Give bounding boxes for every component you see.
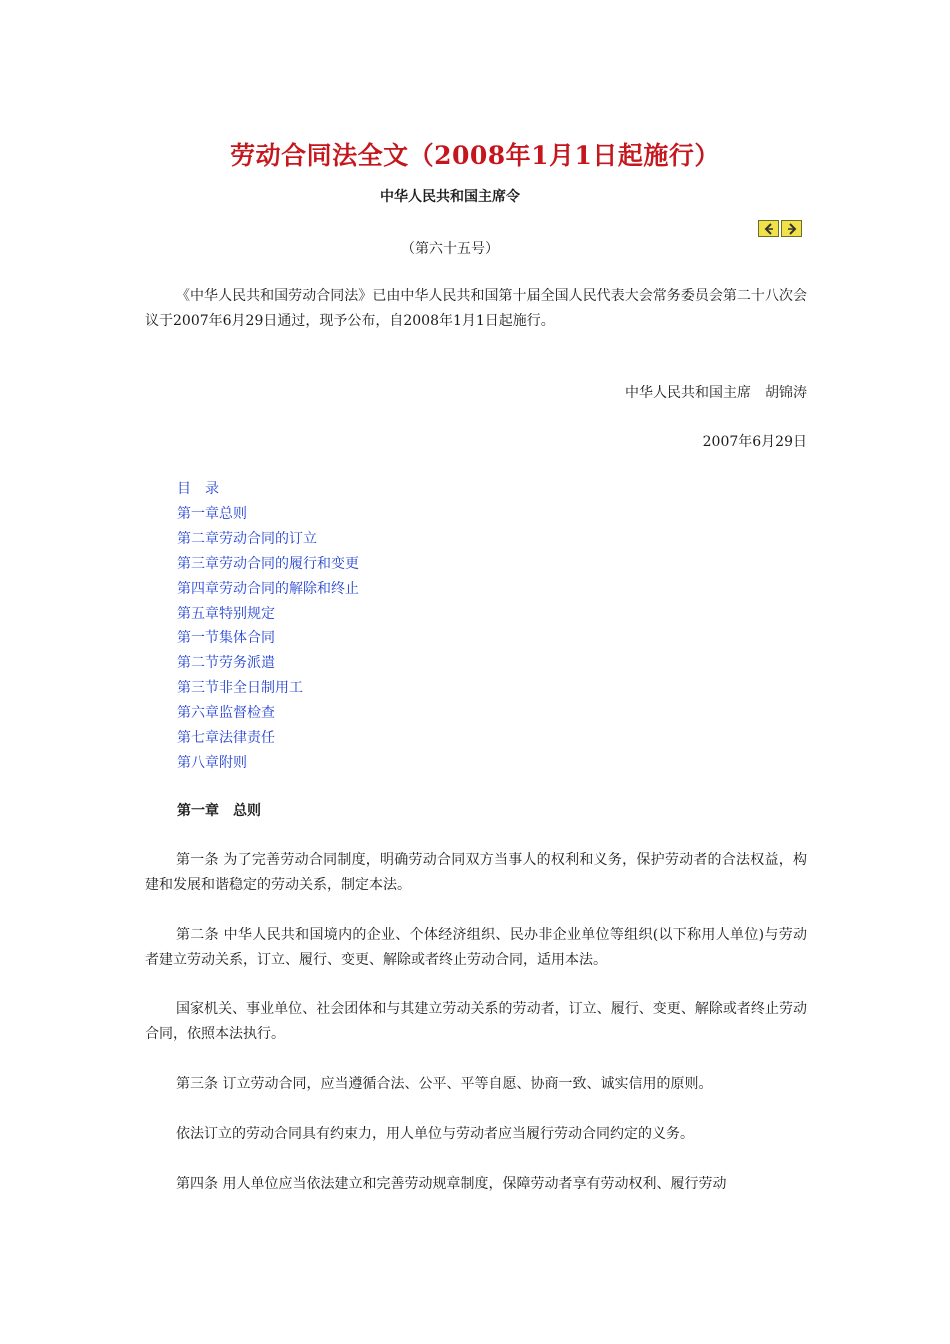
document-subtitle: 中华人民共和国主席令 [380, 189, 520, 205]
signing-date: 2007年6月29日 [702, 434, 807, 450]
article-1: 第一条 为了完善劳动合同制度，明确劳动合同双方当事人的权利和义务，保护劳动者的合法权益，构建和发展和谐稳定的劳动关系，制定本法。 [145, 852, 807, 893]
article-4: 第四条 用人单位应当依法建立和完善劳动规章制度，保障劳动者享有劳动权利、履行劳动 [176, 1176, 727, 1192]
intro-paragraph: 《中华人民共和国劳动合同法》已由中华人民共和国第十届全国人民代表大会常务委员会第二十八次会议于2007年6月29日通过，现予公布，自2008年1月1日起施行。 [145, 288, 807, 329]
article-2: 第二条 中华人民共和国境内的企业、个体经济组织、民办非企业单位等组织(以下称用人单位)与劳动者建立劳动关系，订立、履行、变更、解除或者终止劳动合同，适用本法。 [145, 927, 807, 968]
document-title: 劳动合同法全文（2008年1月1日起施行） [230, 141, 720, 170]
article-2-paragraph-2: 国家机关、事业单位、社会团体和与其建立劳动关系的劳动者，订立、履行、变更、解除或者终止劳动合同，依照本法执行。 [145, 1001, 807, 1042]
toc-link-chapter-6[interactable]: 第六章监督检查 [177, 705, 275, 722]
toc-link-section-2[interactable]: 第二节劳务派遣 [177, 655, 275, 672]
previous-page-icon[interactable] [758, 220, 779, 237]
order-number: （第六十五号） [401, 241, 499, 257]
article-3-paragraph-2: 依法订立的劳动合同具有约束力，用人单位与劳动者应当履行劳动合同约定的义务。 [176, 1126, 694, 1142]
toc-link-chapter-7[interactable]: 第七章法律责任 [177, 730, 275, 747]
toc-link-chapter-4[interactable]: 第四章劳动合同的解除和终止 [177, 580, 359, 597]
table-of-contents [177, 477, 359, 776]
toc-link-section-3[interactable]: 第三节非全日制用工 [177, 680, 303, 697]
toc-link-chapter-8[interactable]: 第八章附则 [177, 754, 247, 771]
toc-link-chapter-1[interactable]: 第一章总则 [177, 505, 247, 522]
toc-link-chapter-2[interactable]: 第二章劳动合同的订立 [177, 530, 317, 547]
chapter-heading: 第一章 总则 [177, 803, 261, 819]
signatory: 中华人民共和国主席 胡锦涛 [625, 385, 807, 401]
next-page-icon[interactable] [781, 220, 802, 237]
toc-link-chapter-3[interactable]: 第三章劳动合同的履行和变更 [177, 555, 359, 572]
article-3: 第三条 订立劳动合同，应当遵循合法、公平、平等自愿、协商一致、诚实信用的原则。 [176, 1076, 713, 1092]
toc-link-section-1[interactable]: 第一节集体合同 [177, 630, 275, 647]
toolbar-icons [758, 220, 802, 237]
toc-heading[interactable]: 目 录 [177, 481, 219, 497]
toc-link-chapter-5[interactable]: 第五章特别规定 [177, 605, 275, 622]
